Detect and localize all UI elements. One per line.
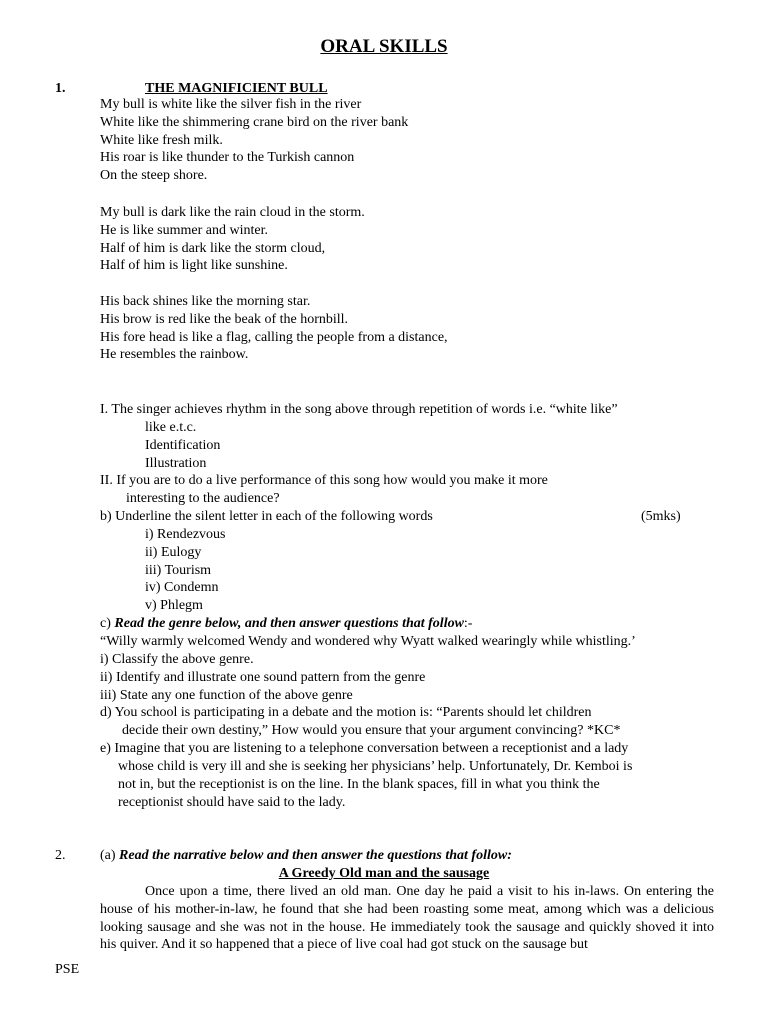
part-c-questions (100, 651, 425, 704)
part-c-suffix: :- (463, 616, 473, 631)
story-title: A Greedy Old man and the sausage (278, 866, 490, 881)
question-2-number: 2. (55, 848, 66, 863)
part-d-question-cont: decide their own destiny,” How would you ensure that your argument convincing? *KC* (122, 723, 621, 738)
word-item: iii) Tourism (145, 562, 212, 578)
poem-line: His fore head is like a flag, calling the people from a distance, (100, 329, 448, 345)
option-item: like e.t.c. (145, 420, 197, 435)
question-1-number: 1. (55, 81, 66, 96)
poem-line: White like the shimmering crane bird on the river bank (100, 114, 409, 130)
poem-stanza-1 (100, 96, 408, 185)
part-i-question: I. The singer achieves rhythm in the song above through repetition of words i.e. “white like” (100, 402, 618, 417)
part-ii-question: II. If you are to do a live performance of this song how would you make it more (100, 473, 548, 488)
poem-line: On the steep shore. (100, 168, 208, 184)
page-title: ORAL SKILLS (320, 36, 448, 57)
poem-line: My bull is white like the silver fish in the river (100, 97, 362, 112)
part-a-instruction-text: Read the narrative below and then answer the questions that follow: (119, 848, 512, 863)
poem-line: Half of him is dark like the storm cloud, (100, 240, 326, 256)
part-ii-question-cont: interesting to the audience? (126, 491, 280, 506)
poem-stanza-2 (100, 204, 365, 275)
part-c-instruction (100, 615, 472, 633)
poem-line: He resembles the rainbow. (100, 347, 249, 363)
question-1-heading: THE MAGNIFICIENT BULL (145, 81, 328, 96)
part-e-question: e) Imagine that you are listening to a telephone conversation between a receptionist and a lady (100, 741, 629, 756)
part-b-question: b) Underline the silent letter in each of the following words (100, 509, 433, 524)
part-e-question-cont (118, 758, 632, 811)
poem-line: His roar is like thunder to the Turkish cannon (100, 150, 355, 166)
option-item: Illustration (145, 455, 207, 471)
poem-line: His brow is red like the beak of the hornbill. (100, 311, 349, 327)
story-text: Once upon a time, there lived an old man. One day he paid a visit to his in-laws. On entering the house of his mother-in-law, he found that she had been roasting some meat, among which was a delicious looking sausage and she was not in the house. He immediately took the sausage and quickly shoved it into his quiver. And it so happened that a piece of live coal had got stuck on the sausage but (100, 884, 714, 953)
part-c-label: c) (100, 616, 115, 631)
part-i-options (145, 419, 220, 472)
silent-letter-words (145, 526, 225, 615)
word-item: iv) Condemn (145, 580, 219, 596)
word-item: i) Rendezvous (145, 527, 226, 542)
part-b-marks: (5mks) (641, 509, 681, 524)
poem-line: White like fresh milk. (100, 132, 223, 148)
part-d-question: d) You school is participating in a debate and the motion is: “Parents should let children (100, 705, 592, 720)
question-item: iii) State any one function of the above genre (100, 687, 353, 703)
question-item: ii) Identify and illustrate one sound pattern from the genre (100, 669, 426, 685)
footer-label: PSE (55, 962, 80, 977)
part-c-instruction-text: Read the genre below, and then answer questions that follow (114, 616, 464, 631)
genre-quote: “Willy warmly welcomed Wendy and wondered why Wyatt walked wearingly while whistling.’ (100, 634, 636, 649)
poem-line: Half of him is light like sunshine. (100, 258, 288, 274)
word-item: ii) Eulogy (145, 544, 202, 560)
question-2-instruction (100, 847, 512, 865)
option-item: Identification (145, 437, 221, 453)
poem-stanza-3 (100, 293, 448, 364)
poem-line: His back shines like the morning star. (100, 294, 311, 309)
part-e-line: not in, but the receptionist is on the line. In the blank spaces, fill in what you think the (118, 776, 600, 792)
word-item: v) Phlegm (145, 598, 203, 614)
poem-line: He is like summer and winter. (100, 222, 268, 238)
part-e-line: whose child is very ill and she is seeking her physicians’ help. Unfortunately, Dr. Kemboi is (118, 759, 633, 774)
part-a-label: (a) (100, 848, 120, 863)
question-item: i) Classify the above genre. (100, 652, 254, 667)
poem-line: My bull is dark like the rain cloud in the storm. (100, 205, 365, 220)
part-e-line: receptionist should have said to the lady. (118, 794, 346, 810)
